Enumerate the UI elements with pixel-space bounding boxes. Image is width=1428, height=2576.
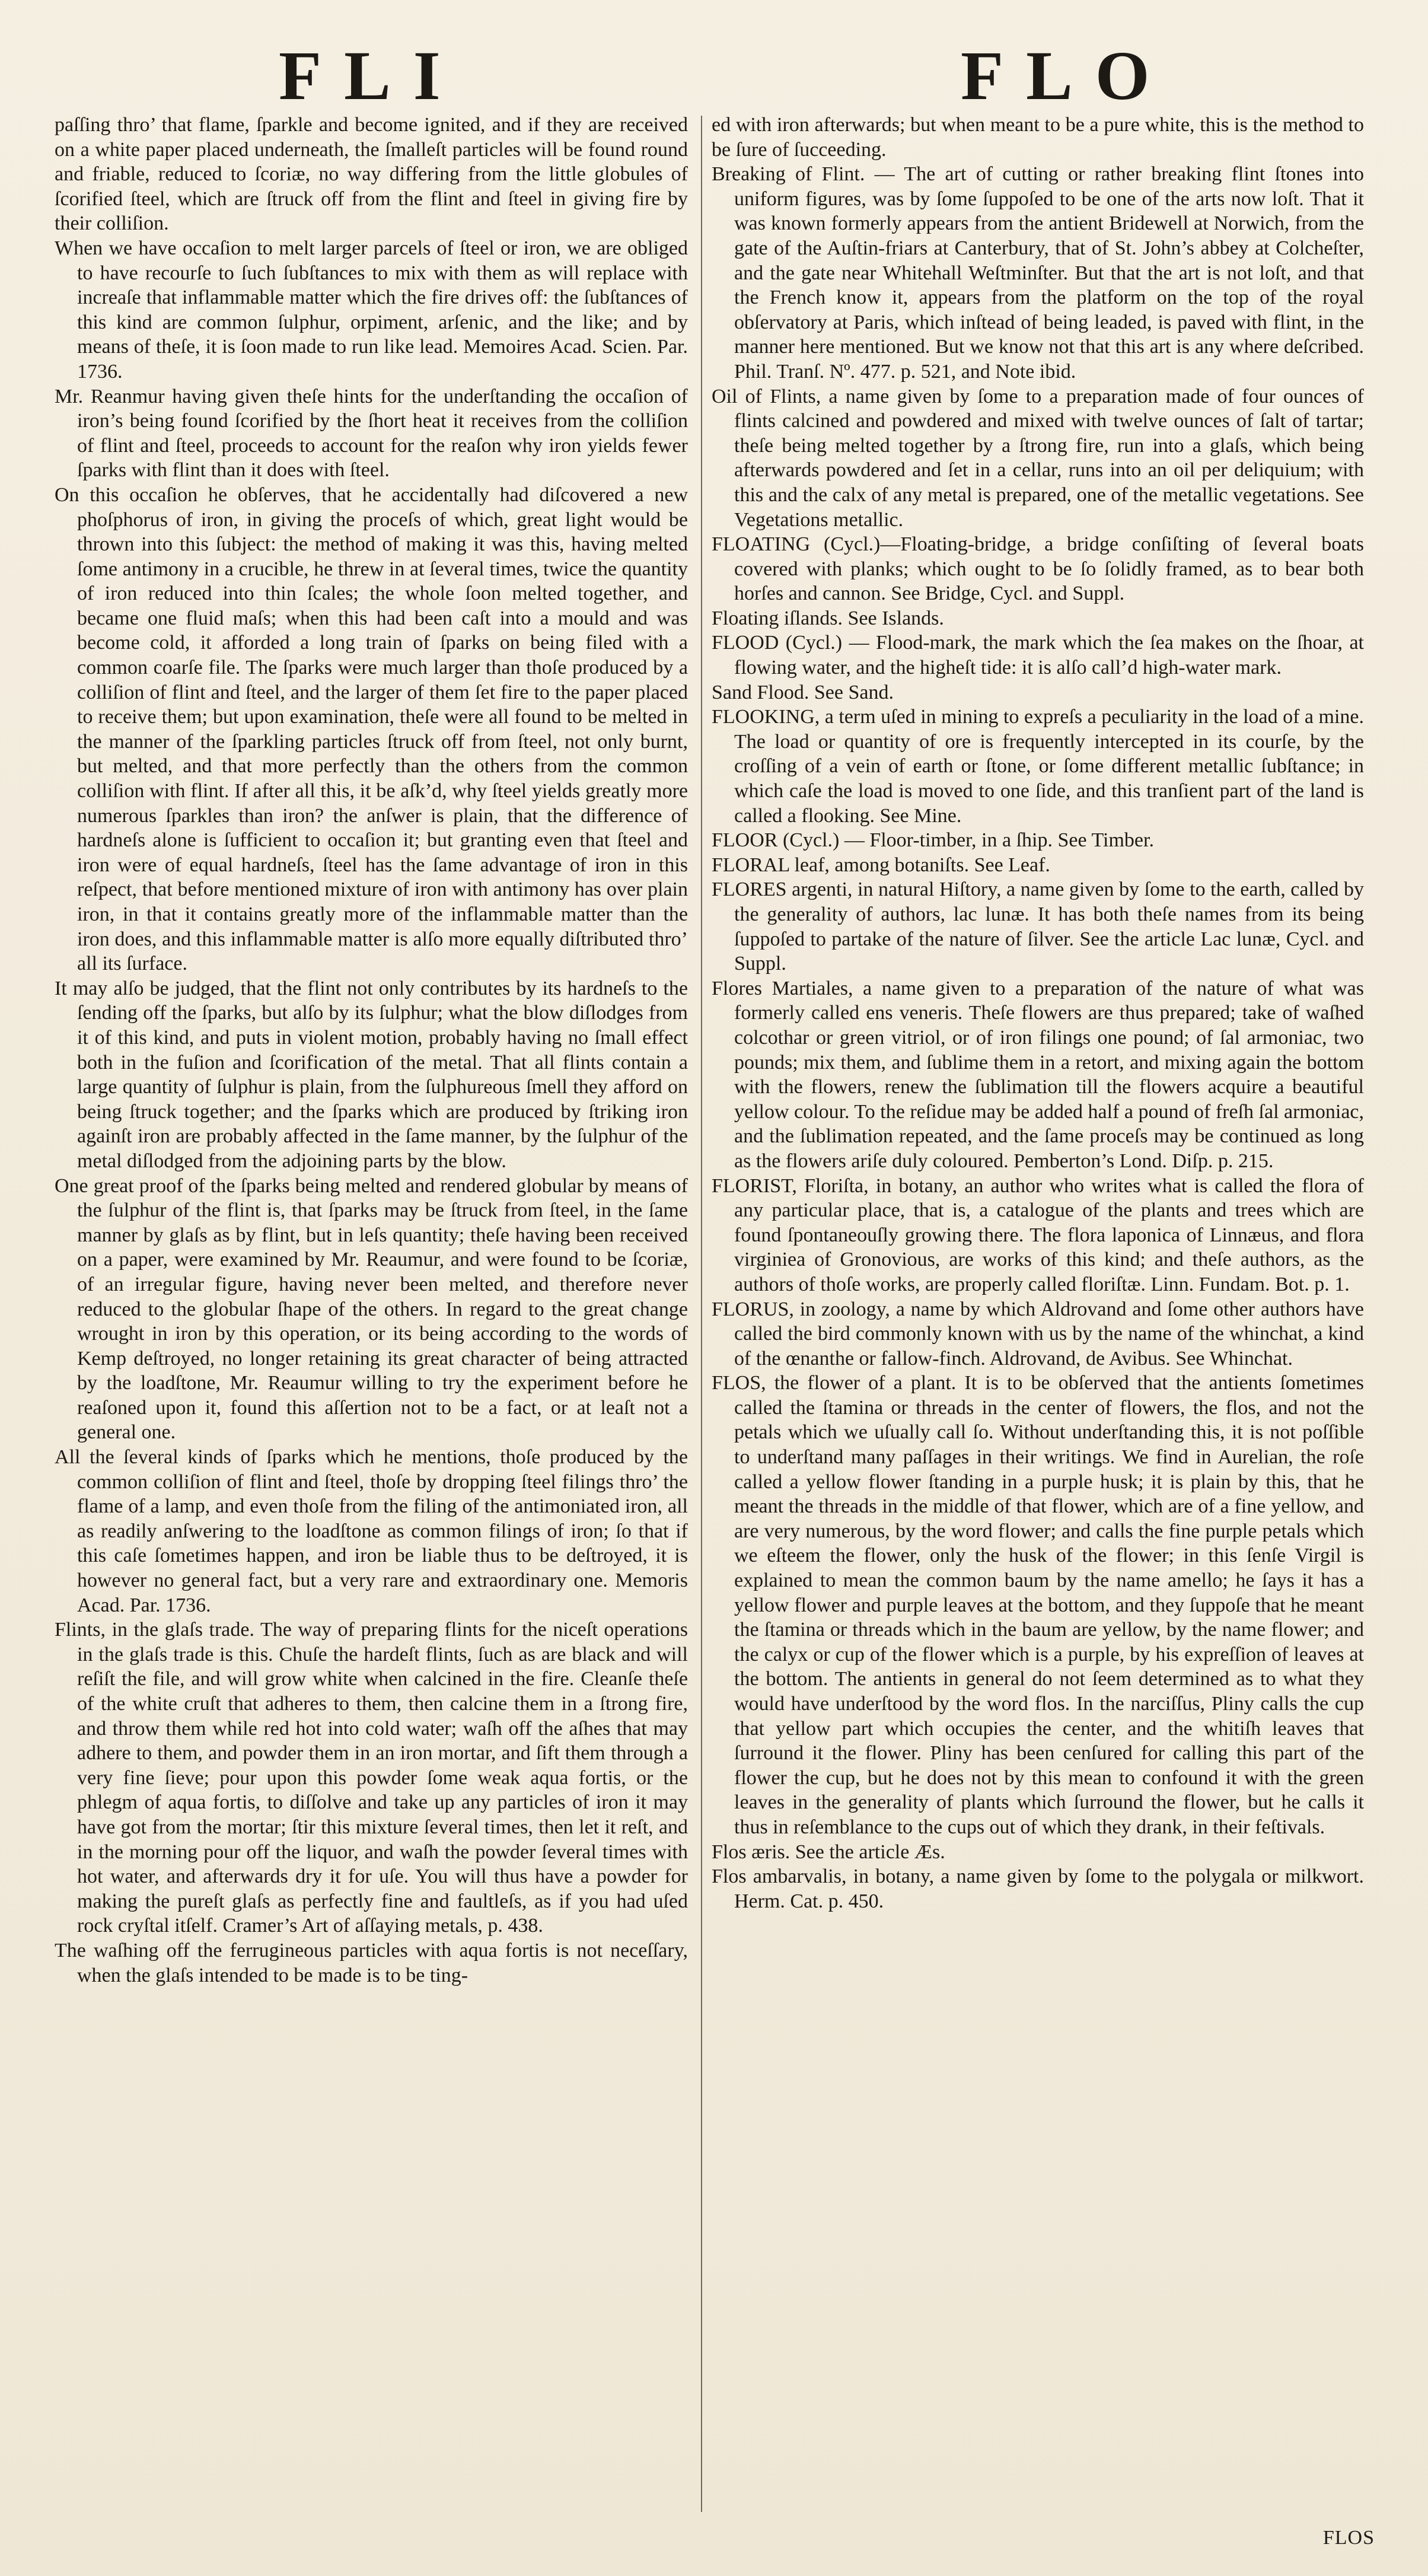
entry-floating-islands: Floating iſlands. See Islands. xyxy=(712,607,944,629)
entry-flos-aeris: Flos æris. See the article Æs. xyxy=(712,1841,945,1863)
entry-flood: FLOOD (Cycl.) — Flood-mark, the mark which the ſea makes on the ſhoar, at flowing water, and the higheſt tide: it is alſo call’d high-water mark. xyxy=(712,632,1364,679)
paragraph: On this occaſion he obſerves, that he accidentally had diſcovered a new phoſphorus of iron, in giving the proceſs of which, great light would be thrown into this ſubject: the method of making it was this, having melted ſome antimony in a crucible, he threw in at ſeveral times, twice the quantity of iron reduced into thin ſcales; the whole ſoon melted together, and became one fluid maſs; when this had been caſt into a mould and was become cold, it afforded a long train of ſparks on being filed with a common coarſe file. The ſparks were much larger than thoſe produced by a colliſion of flint and ſteel, and the larger of them ſet fire to the paper placed to receive them; but upon examination, theſe were all found to be melted in the manner of the ſparkling particles ſtruck off from ſteel, not only burnt, but melted, and that more perfectly than the others from the common colliſion with flint. If after all this, it be aſk’d, why ſteel yields greatly more numerous ſparkles than iron? the anſwer is plain, that the difference of hardneſs alone is ſufficient to occaſion it; but granting even that ſteel and iron were of equal hardneſs, ſteel has the ſame advantage of iron in this reſpect, that before mentioned mixture of iron with antimony has over plain iron, in that it contains greatly more of the inflammable matter than the iron does, and this inflammable matter is alſo more equally diſtributed thro’ all its ſurface. xyxy=(55,483,688,975)
catchword: FLOS xyxy=(1322,2527,1375,2549)
entry-flooking: FLOOKING, a term uſed in mining to expreſs a peculiarity in the load of a mine. The load or quantity of ore is frequently intercepted in its courſe, by the croſſing of a vein of earth or ſtone, or ſome different metallic ſubſtance; in which caſe the load is moved to one ſide, and this tranſient part of the land is called a flooking. See Mine. xyxy=(712,706,1365,827)
paragraph: paſſing thro’ that flame, ſparkle and become ignited, and if they are received on a white paper placed underneath, the ſmalleſt particles will be found round and friable, reduced to ſcoriæ, no way differing from the little globules of ſcorified ſteel, which are ſtruck off from the flint and ſteel in giving fire by their colliſion. xyxy=(55,114,688,235)
paragraph: When we have occaſion to melt larger parcels of ſteel or iron, we are obliged to have recourſe to ſuch ſubſtances to mix with them as will replace with increaſe that inflammable matter which the fire drives off: the ſubſtances of this kind are common ſulphur, orpiment, arſenic, and the like; and by means of theſe, it is ſoon made to run like lead. Memoires Acad. Scien. Par. 1736. xyxy=(55,237,688,383)
column-rule xyxy=(701,116,702,2512)
paragraph: Flints, in the glaſs trade. The way of preparing flints for the niceſt operations in the glaſs trade is this. Chuſe the hardeſt flints, ſuch as are black and will reſiſt the file, and will grow white when calcined in the fire. Cleanſe theſe of the white cruſt that adheres to them, then calcine them in a ſtrong fire, and throw them while red hot into cold water; waſh off the aſhes that may adhere to them, and powder them in an iron mortar, and ſift them through a very fine ſieve; pour upon this powder ſome weak aqua fortis, or the phlegm of aqua fortis, to diſſolve and take up any particles of iron it may have got from the mortar; ſtir this mixture ſeveral times, then let it reſt, and in the morning pour off the liquor, and waſh the powder ſeveral times with hot water, and afterwards dry it for uſe. You will thus have a powder for making the pureſt glaſs as perfectly fine and faultleſs, as if you had uſed rock cryſtal itſelf. Cramer’s Art of aſſaying metals, p. 438. xyxy=(55,1619,688,1937)
paragraph: Mr. Reanmur having given theſe hints for the underſtanding the occaſion of iron’s being found ſcorified by the ſhort heat it receives from the colliſion of flint and ſteel, proceeds to account for the reaſon why iron yields fewer ſparks with flint than it does with ſteel. xyxy=(55,385,688,482)
right-column xyxy=(712,113,1364,1913)
entry-florist: FLORIST, Floriſta, in botany, an author who writes what is called the flora of any particular place, that is, a catalogue of the plants and trees which are found ſpontaneouſly growing there. The flora laponica of Linnæus, and flora virginiea of Gronovious, are works of this kind; and theſe authors, as the authors of thoſe works, are properly called floriſtæ. Linn. Fundam. Bot. p. 1. xyxy=(712,1174,1364,1295)
left-column xyxy=(55,113,688,1988)
entry-oil-of-flints: Oil of Flints, a name given by ſome to a preparation made of four ounces of flints calcined and powdered and mixed with twelve ounces of ſalt of tartar; theſe being melted together by a ſtrong fire, run into a glaſs, which being afterwards powdered and ſet in a cellar, runs into an oil per deliquium; with this and the calx of any metal is prepared, one of the metallic vegetations. See Vegetations metallic. xyxy=(712,385,1364,531)
entry-breaking-of-flint: Breaking of Flint. — The art of cutting or rather breaking flint ſtones into uniform figures, was by ſome ſuppoſed to be one of the arts now loſt. That it was known formerly appears from the antient Bridewell at Norwich, from the gate of the Auſtin-friars at Canterbury, that of St. John’s abbey at Colcheſter, and the gate near Whitehall Weſtminſter. But that the art is not loſt, and that the French know it, appears from the platform on the top of the royal obſervatory at Paris, which inſtead of being leaded, is paved with flint, in the manner here mentioned. But we know not that this art is any where deſcribed. Phil. Tranſ. Nº. 477. p. 521, and Note ibid. xyxy=(712,163,1364,383)
running-head-right: FLO xyxy=(961,37,1172,114)
paragraph: The waſhing off the ferrugineous particles with aqua fortis is not neceſſary, when the glaſs intended to be made is to be ting- xyxy=(55,1939,688,1986)
entry-floral: FLORAL leaf, among botaniſts. See Leaf. xyxy=(712,854,1050,876)
entry-florus: FLORUS, in zoology, a name by which Aldrovand and ſome other authors have called the bird commonly known with us by the name of the whinchat, a kind of the œnanthe or fallow-finch. Aldrovand, de Avibus. See Whinchat. xyxy=(712,1298,1364,1370)
paragraph: ed with iron afterwards; but when meant to be a pure white, this is the method to be ſure of ſucceeding. xyxy=(712,114,1364,161)
entry-sand-flood: Sand Flood. See Sand. xyxy=(712,681,894,703)
entry-flos-ambarvalis: Flos ambarvalis, in botany, a name given by ſome to the polygala or milkwort. Herm. Cat. p. 450. xyxy=(712,1865,1364,1912)
entry-floating: FLOATING (Cycl.)—Floating-bridge, a bridge conſiſting of ſeveral boats covered with planks; which ought to be ſo ſolidly framed, as to bear both horſes and cannon. See Bridge, Cycl. and Suppl. xyxy=(712,533,1364,605)
paragraph: One great proof of the ſparks being melted and rendered globular by means of the ſulphur of the flint is, that ſparks may be ſtruck from ſteel, in the ſame manner by glaſs as by flint, but in leſs quantity; theſe having been received on a paper, were examined by Mr. Reaumur, and were found to be ſcoriæ, of an irregular figure, having never been melted, and therefore never reduced to the globular ſhape of the others. In regard to the great change wrought in iron by this operation, or its being according to the words of Kemp deſtroyed, no longer retaining its great character of being attracted by the loadſtone, Mr. Reaumur willing to try the experiment before he reaſoned upon it, found this aſſertion not to be a fact, or at leaſt not a general one. xyxy=(55,1174,688,1444)
entry-flos: FLOS, the flower of a plant. It is to be obſerved that the antients ſometimes called the ſtamina or threads in the center of flowers, the flos, and not the petals which we uſually call ſo. Without underſtanding this, it is not poſſible to underſtand many paſſages in their writings. We find in Aurelian, the roſe called a yellow flower ſtanding in a purple husk; it is plain by this, that he meant the threads in the middle of that flower, which are of a fine yellow, and are very numerous, by the word flower; and calls the fine purple petals which we eſteem the flower, only the husk of the flower; in this ſenſe Virgil is explained to mean the common baum by the name amello; he ſays it has a yellow flower and purple leaves at the bottom, and they ſuppoſe that he meant the ſtamina or threads which in the baum are yellow, by the name flower; and the calyx or cup of the flower which is a purple, by his expreſſion of leaves at the bottom. The antients in general do not ſeem determined as to what they would have underſtood by the word flos. In the narciſſus, Pliny calls the cup that yellow part which occupies the center, and the whitiſh leaves that ſurround it the flower. Pliny has been cenſured for calling this part of the flower the cup, but he does not by this mean to confound it with the green leaves in the generality of plants which ſurround the flower, but he calls it thus in reſemblance to the cups out of which they drank, in their feſtivals. xyxy=(712,1372,1364,1838)
entry-floor: FLOOR (Cycl.) — Floor-timber, in a ſhip. See Timber. xyxy=(712,829,1154,852)
entry-flores-argenti: FLORES argenti, in natural Hiſtory, a name given by ſome to the earth, called by the generality of authors, lac lunæ. It has both theſe names from its being ſuppoſed to partake of the nature of ſilver. See the article Lac lunæ, Cycl. and Suppl. xyxy=(712,878,1364,975)
paragraph: It may alſo be judged, that the flint not only contributes by its hardneſs to the ſending off the ſparks, but alſo by its ſulphur; what the blow diſlodges from it of this kind, and puts in violent motion, probably having no ſmall effect both in the fuſion and ſcorification of the metal. That all flints contain a large quantity of ſulphur is plain, from the ſulphureous ſmell they afford on being ſtruck together; and the ſparks which are produced by ſtriking iron againſt iron are probably affected in the ſame manner, by the ſulphur of the metal diſlodged from the adjoining parts by the blow. xyxy=(55,977,688,1172)
entry-flores-martiales: Flores Martiales, a name given to a preparation of the nature of what was formerly called ens veneris. Theſe flowers are thus prepared; take of waſhed colcothar or green vitriol, or of iron filings one pound; of ſal armoniac, two pounds; mix them, and ſublime them in a retort, and mixing again the bottom with the flowers, renew the ſublimation till the flowers acquire a beautiful yellow colour. To the reſidue may be added half a pound of freſh ſal armoniac, and the ſublimation repeated, and the ſame proceſs may be continued as long as the flowers ariſe duly coloured. Pemberton’s Lond. Diſp. p. 215. xyxy=(712,977,1364,1172)
running-head-left: FLI xyxy=(279,37,463,114)
paragraph: All the ſeveral kinds of ſparks which he mentions, thoſe produced by the common colliſion of flint and ſteel, thoſe by dropping ſteel filings thro’ the flame of a lamp, and even thoſe from the filing of the antimoniated iron, all as readily anſwering to the loadſtone as common filings of iron; ſo that if this caſe ſometimes happen, and iron be liable thus to be deſtroyed, it is however no general fact, but a very rare and extraordinary one. Memoris Acad. Par. 1736. xyxy=(55,1446,688,1616)
